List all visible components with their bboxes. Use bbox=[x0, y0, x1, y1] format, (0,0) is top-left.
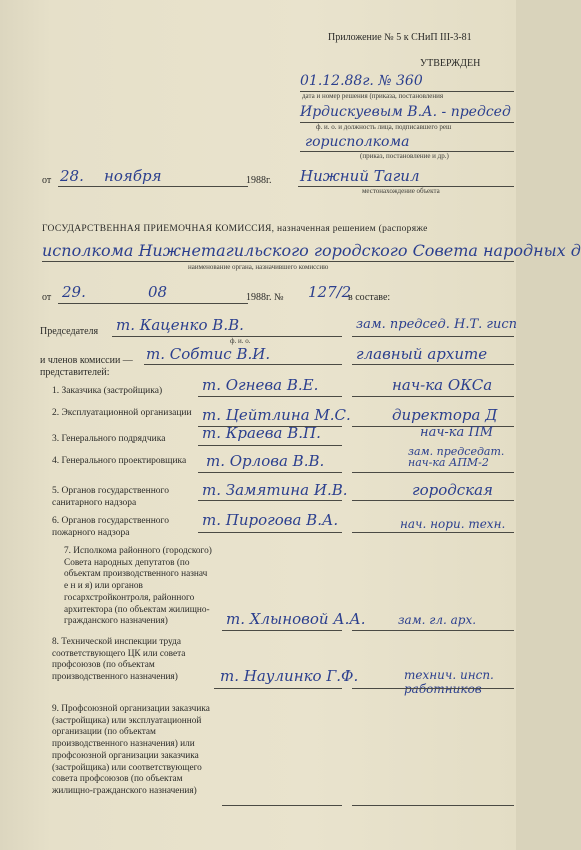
appendix-header: Приложение № 5 к СНиП III-3-81 bbox=[328, 32, 472, 43]
member-label-4: 4. Генерального проектировщика bbox=[52, 456, 187, 466]
decision-month: 08 bbox=[148, 283, 168, 301]
architect-position: главный архите bbox=[356, 345, 488, 363]
date-prefix: от bbox=[42, 175, 52, 186]
decision-number: 127/2 bbox=[308, 283, 352, 301]
commission-title: ГОСУДАРСТВЕННАЯ ПРИЕМОЧНАЯ КОМИССИЯ, назначенная решением (распоряже bbox=[42, 224, 428, 234]
member-name-6: т. Пирогова В.А. bbox=[202, 511, 339, 529]
approved-label: УТВЕРЖДЕН bbox=[420, 58, 481, 69]
from-label: от bbox=[42, 292, 52, 303]
member-position-1: нач-ка ОКСа bbox=[392, 376, 493, 394]
member-name-2: т. Цейтлина М.С. bbox=[202, 406, 351, 424]
approver-handwritten: Ирдискуевым В.А. - председ bbox=[300, 104, 511, 120]
member-label-3: 3. Генерального подрядчика bbox=[52, 434, 166, 444]
member-position-7: зам. гл. арх. bbox=[398, 613, 477, 627]
member-name-7: т. Хлыновой А.А. bbox=[226, 610, 366, 628]
member-name-3: т. Краева В.П. bbox=[202, 424, 321, 442]
representatives-label: представителей: bbox=[40, 367, 110, 378]
architect-name: т. Собтис В.И. bbox=[146, 345, 271, 363]
member-label-8: 8. Технической инспекции труда соответствующего ЦК или совета профсоюзов (по объектам производственного назначения) bbox=[52, 637, 186, 683]
member-name-1: т. Огнева В.Е. bbox=[202, 376, 319, 394]
decision-year: 1988г. № bbox=[246, 292, 284, 303]
appointed-by-caption: наименование органа, назначившего комиссию bbox=[188, 263, 329, 271]
member-name-4: т. Орлова В.В. bbox=[206, 452, 325, 470]
member-name-8: т. Наулинко Г.Ф. bbox=[220, 667, 359, 685]
member-label-7: 7. Исполкома районного (городского) Совета народных депутатов (по объектам производственного назнач е н и я) или органов госархстройконтроля, районного архитектора (по объектам жилищно-гражданского назначения) bbox=[64, 546, 212, 627]
act-place: Нижний Тагил bbox=[300, 167, 420, 185]
approver-caption: ф. и. о. и должность лица, подписавшего реш bbox=[316, 123, 452, 131]
member-label-2: 2. Эксплуатационной организации bbox=[52, 408, 192, 418]
commission-appointed-by: исполкома Нижнетагильского городского Совета народных д bbox=[42, 241, 581, 260]
decision-caption: дата и номер решения (приказа, постановления bbox=[302, 92, 444, 100]
member-position-6: нач. нори. техн. bbox=[400, 517, 506, 531]
member-position-4: зам. председат. нач-ка АПМ-2 bbox=[408, 445, 505, 469]
member-label-9: 9. Профсоюзной организации заказчика (застройщика) или эксплуатационной организации (по объектам производственного назначения) или профсоюзной организации заказчика (застройщика) или соответствующего совета профсоюзов (по объектам жилищно-гражданского назначения) bbox=[52, 704, 210, 796]
approving-body-caption: (приказ, постановление и др.) bbox=[360, 152, 449, 160]
act-month: ноября bbox=[104, 167, 162, 185]
decision-day: 29. bbox=[62, 283, 86, 301]
member-label-1: 1. Заказчика (застройщика) bbox=[52, 386, 163, 396]
member-position-3: нач-ка ПМ bbox=[420, 425, 494, 440]
chairman-label: Председателя bbox=[40, 326, 99, 337]
members-label: и членов комиссии — bbox=[40, 355, 133, 366]
chairman-name: т. Каценко В.В. bbox=[116, 316, 244, 334]
chairman-position: зам. председ. Н.Т. гисп bbox=[356, 317, 517, 332]
member-label-6: 6. Органов государственного пожарного надзора bbox=[52, 516, 169, 538]
act-year: 1988г. bbox=[246, 175, 272, 186]
place-caption: местонахождение объекта bbox=[362, 187, 440, 195]
fio-caption: ф. и. о. bbox=[230, 337, 251, 345]
member-position-5: городская bbox=[412, 481, 493, 499]
approving-body-handwritten: горисполкома bbox=[305, 134, 410, 150]
act-day: 28. bbox=[60, 167, 84, 185]
composition-label: в составе: bbox=[348, 292, 391, 303]
member-label-5: 5. Органов государственного санитарного надзора bbox=[52, 486, 169, 508]
member-position-8: технич. инсп. работников bbox=[404, 668, 494, 696]
member-name-5: т. Замятина И.В. bbox=[202, 481, 348, 499]
decision-date-handwritten: 01.12.88г. № 360 bbox=[300, 73, 423, 89]
member-position-2: директора Д bbox=[392, 406, 498, 424]
